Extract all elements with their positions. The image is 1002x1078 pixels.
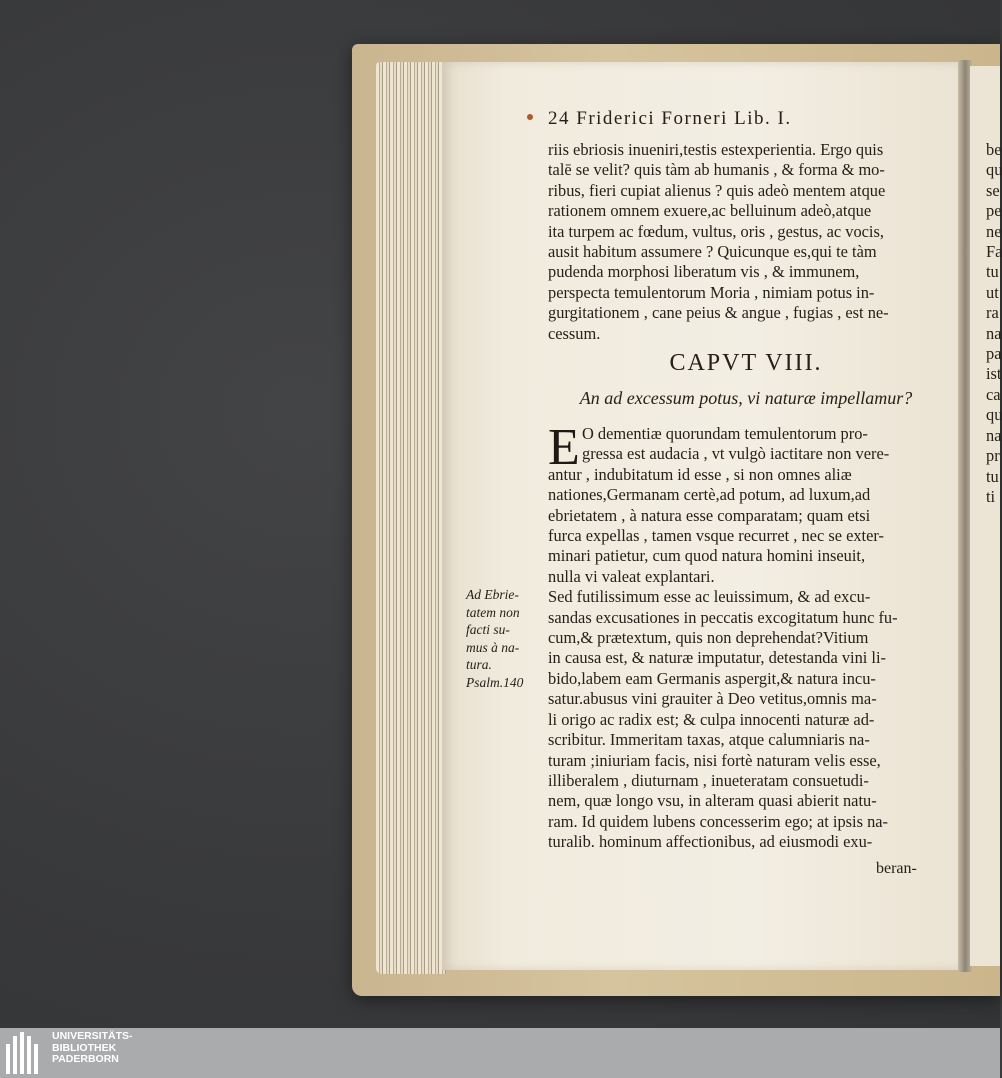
text-line: cum,& prætextum, quis non deprehendat?Vitium bbox=[548, 628, 869, 648]
margin-note-line: tura. bbox=[466, 657, 492, 672]
text-line: li origo ac radix est; & culpa innocenti naturæ ad- bbox=[548, 709, 875, 729]
top-paragraph bbox=[548, 140, 948, 344]
text-line: turam ;iniuriam facis, nisi fortè naturam velis esse, bbox=[548, 750, 881, 770]
facing-text-fragment: ti bbox=[986, 486, 996, 506]
facing-text-fragment: na bbox=[986, 425, 1002, 445]
facing-text-fragment: qu bbox=[986, 160, 1002, 180]
facing-text-fragment: tu bbox=[986, 262, 999, 282]
text-line: O dementiæ quorundam temulentorum pro- bbox=[582, 424, 868, 443]
margin-note-line: Psalm.140 bbox=[466, 674, 524, 690]
facing-text-fragment: qu bbox=[986, 405, 1002, 425]
text-line: gressa est audacia , vt vulgò iactitare non vere- bbox=[582, 444, 890, 464]
margin-note-line: mus à na- bbox=[466, 639, 520, 655]
text-line: nationes,Germanam certè,ad potum, ad luxum,ad bbox=[548, 485, 871, 505]
facing-text-fragment: ca bbox=[986, 384, 1001, 404]
text-line: talē se velit? quis tàm ab humanis , & forma & mo- bbox=[548, 160, 885, 180]
text-line: nem, quæ longo vsu, in alteram quasi abierit natu- bbox=[548, 791, 877, 811]
page-stack-edge bbox=[376, 62, 446, 974]
catchword: beran- bbox=[876, 860, 917, 877]
library-footer bbox=[0, 1028, 1000, 1078]
margin-note-line: facti su- bbox=[466, 622, 510, 637]
text-line: perspecta temulentorum Moria , nimiam potus in- bbox=[548, 282, 875, 302]
text-line: Sed futilissimum esse ac leuissimum, & ad excu- bbox=[548, 587, 871, 607]
chapter-body bbox=[548, 419, 948, 853]
text-line: ram. Id quidem lubens concesserim ego; at ipsis na- bbox=[548, 811, 889, 831]
logo-line: PADERBORN bbox=[52, 1053, 119, 1065]
facing-text-fragment: na bbox=[986, 323, 1002, 343]
text-line: ita turpem ac fœdum, vultus, oris , gestus, ac vocis, bbox=[548, 221, 884, 241]
text-line: ausit habitum assumere ? Quicunque es,qui te tàm bbox=[548, 242, 877, 262]
text-line: satur.abusus vini grauiter à Deo vetitus,omnis ma- bbox=[548, 689, 877, 709]
facing-text-fragment: ut bbox=[986, 282, 999, 302]
facing-text-fragment: ne bbox=[986, 221, 1002, 241]
text-line: bido,labem eam Germanis aspergit,& natura incu- bbox=[548, 668, 876, 688]
margin-note-line: tatem non bbox=[466, 604, 520, 620]
library-logo-text bbox=[52, 1031, 133, 1066]
facing-text-fragment: pr bbox=[986, 446, 1000, 466]
facing-text-fragment: pa bbox=[986, 344, 1002, 364]
facing-text-fragment: se bbox=[986, 180, 1000, 200]
text-line: turalib. hominum affectionibus, ad eiusmodi exu- bbox=[548, 832, 873, 852]
text-line: riis ebriosis inueniri,testis estexperientia. Ergo quis bbox=[548, 140, 884, 159]
text-line: ebrietatem , à natura esse comparatam; quam etsi bbox=[548, 505, 871, 525]
text-line: scribitur. Immeritam taxas, atque calumniaris na- bbox=[548, 730, 870, 750]
text-line: nulla vi valeat explantari. bbox=[548, 566, 715, 586]
text-line: illiberalem , diuturnam , inueteratam consuetudi- bbox=[548, 770, 869, 790]
margin-note bbox=[466, 586, 523, 691]
facing-text-fragment: Fa bbox=[986, 242, 1002, 262]
text-line: sandas excusationes in peccatis excogitatum hunc fu- bbox=[548, 607, 898, 627]
facing-page-text bbox=[986, 140, 1000, 507]
drop-cap: E bbox=[548, 419, 580, 476]
margin-note-line: Ad Ebrie- bbox=[466, 587, 519, 602]
text-line: ribus, fieri cupiat alienus ? quis adeò mentem atque bbox=[548, 180, 886, 200]
text-line: cessum. bbox=[548, 323, 601, 343]
facing-text-fragment: ist bbox=[986, 364, 1002, 384]
running-head: 24 Friderici Forneri Lib. I. bbox=[548, 108, 792, 129]
library-logo-icon bbox=[6, 1032, 46, 1074]
facing-text-fragment: be bbox=[986, 140, 1002, 159]
text-line: furca expellas , tamen vsque recurret , nec se exter- bbox=[548, 526, 884, 546]
facing-text-fragment: tu bbox=[986, 466, 999, 486]
text-line: in causa est, & naturæ imputatur, detestanda vini li- bbox=[548, 648, 887, 668]
text-line: pudenda morphosi liberatum vis , & immunem, bbox=[548, 262, 860, 282]
text-line: minari patietur, cum quod natura homini inseuit, bbox=[548, 546, 866, 566]
chapter-subtitle: An ad excessum potus, vi naturæ impellamur? bbox=[579, 388, 913, 408]
facing-text-fragment: pe bbox=[986, 201, 1002, 221]
text-line: rationem omnem exuere,ac belluinum adeò,atque bbox=[548, 201, 872, 221]
ink-spot bbox=[527, 114, 533, 120]
text-line: gurgitationem , cane peius & angue , fugias , est ne- bbox=[548, 303, 889, 323]
text-line: antur , indubitatum id esse , si non omnes aliæ bbox=[548, 464, 852, 484]
facing-text-fragment: ra bbox=[986, 303, 999, 323]
chapter-title: CAPVT VIII. bbox=[669, 350, 823, 376]
logo-line: UNIVERSITÄTS- bbox=[52, 1030, 133, 1042]
logo-line: BIBLIOTHEK bbox=[52, 1041, 117, 1054]
